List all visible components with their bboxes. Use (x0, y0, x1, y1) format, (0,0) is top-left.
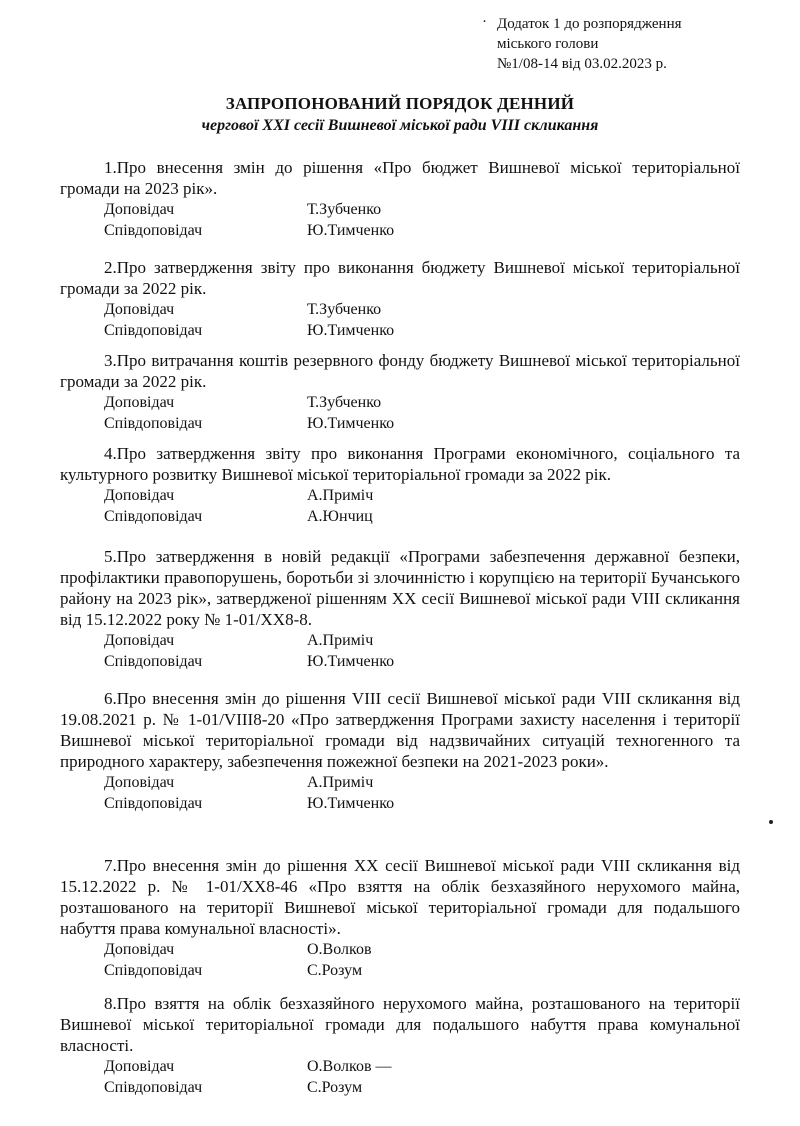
agenda-item-2 (60, 257, 740, 341)
agenda-item-text: 3.Про витрачання коштів резервного фонду бюджету Вишневої міської територіальної громади за 2022 рік. (60, 351, 740, 391)
agenda-item-3 (60, 350, 740, 434)
agenda-item-text: 2.Про затвердження звіту про виконання бюджету Вишневої міської територіальної громади за 2022 рік. (60, 258, 740, 298)
appendix-line-2: міського голови (497, 36, 599, 52)
speaker-role: Доповідач (104, 301, 175, 318)
speaker-name: О.Волков (307, 941, 372, 958)
speaker-role: Доповідач (104, 201, 175, 218)
co-speaker-name: С.Розум (307, 962, 363, 979)
co-speaker-role: Співдоповідач (104, 795, 203, 812)
speaker-name: О.Волков — (307, 1058, 392, 1075)
speaker-name: А.Приміч (307, 774, 374, 791)
agenda-item-text: 8.Про взяття на облік безхазяйного нерухомого майна, розташованого на території Вишневої міської територіальної громади для подальшого набуття права комунальної власності. (60, 994, 740, 1055)
co-speaker-name: Ю.Тимченко (307, 795, 395, 812)
agenda-item-text: 5.Про затвердження в новій редакції «Програми забезпечення державної безпеки, профілактики правопорушень, боротьби зі злочинністю і корупцією на території Бучанського району на 2023 рік», затвердженої рішенням XX сесії Вишневої міської ради VIII скликання від 15.12.2022 року № 1-01/XX8-8. (60, 547, 740, 629)
agenda-item-1 (60, 157, 740, 241)
co-speaker-name: Ю.Тимченко (307, 415, 395, 432)
appendix-line-3: №1/08-14 від 03.02.2023 р. (497, 56, 667, 72)
co-speaker-role: Співдоповідач (104, 962, 203, 979)
co-speaker-role: Співдоповідач (104, 322, 203, 339)
speaker-name: Т.Зубченко (307, 201, 382, 218)
header-bullet: · (482, 14, 487, 30)
speaker-role: Доповідач (104, 941, 175, 958)
scan-dot-mark (769, 820, 773, 824)
agenda-item-text: 7.Про внесення змін до рішення XX сесії Вишневої міської ради VIII скликання від 15.12.2022 р. № 1-01/XX8-46 «Про взяття на облік безхазяйного нерухомого майна, розташованого на території Вишневої міської територіальної громади для подальшого набуття права комунальної власності». (60, 856, 740, 938)
speaker-name: А.Приміч (307, 487, 374, 504)
agenda-item-text: 4.Про затвердження звіту про виконання Програми економічного, соціального та культурного розвитку Вишневої міської територіальної громади за 2022 рік. (60, 444, 740, 484)
title-main: ЗАПРОПОНОВАНИЙ ПОРЯДОК ДЕННИЙ (225, 94, 575, 113)
co-speaker-name: С.Розум (307, 1079, 363, 1096)
appendix-line-1: Додаток 1 до розпорядження (497, 16, 682, 32)
co-speaker-name: А.Юнчиц (307, 508, 373, 525)
agenda-item-4 (60, 443, 740, 527)
speaker-name: А.Приміч (307, 632, 374, 649)
speaker-role: Доповідач (104, 774, 175, 791)
co-speaker-role: Співдоповідач (104, 1079, 203, 1096)
agenda-item-text: 6.Про внесення змін до рішення VIII сесії Вишневої міської ради VIII скликання від 19.08.2021 р. № 1-01/VIII8-20 «Про затвердження Програми захисту населення і території Вишневої міської територіальної громади від надзвичайних ситуацій техногенного та природного характеру, забезпечення пожежної безпеки на 2021-2023 роки». (60, 689, 740, 771)
document-title (100, 93, 700, 137)
co-speaker-role: Співдоповідач (104, 653, 203, 670)
speaker-role: Доповідач (104, 632, 175, 649)
co-speaker-role: Співдоповідач (104, 222, 203, 239)
agenda-item-6 (60, 688, 740, 814)
co-speaker-name: Ю.Тимченко (307, 322, 395, 339)
agenda-item-5 (60, 546, 740, 672)
speaker-name: Т.Зубченко (307, 394, 382, 411)
agenda-item-7 (60, 855, 740, 981)
title-sub: чергової XXI сесії Вишневої міської ради VIII скликання (201, 117, 599, 134)
co-speaker-role: Співдоповідач (104, 508, 203, 525)
speaker-role: Доповідач (104, 394, 175, 411)
agenda-item-8 (60, 993, 740, 1098)
appendix-header (497, 14, 777, 74)
speaker-role: Доповідач (104, 487, 175, 504)
agenda-item-text: 1.Про внесення змін до рішення «Про бюджет Вишневої міської територіальної громади на 2023 рік». (60, 158, 740, 198)
co-speaker-name: Ю.Тимченко (307, 222, 395, 239)
co-speaker-name: Ю.Тимченко (307, 653, 395, 670)
speaker-role: Доповідач (104, 1058, 175, 1075)
speaker-name: Т.Зубченко (307, 301, 382, 318)
co-speaker-role: Співдоповідач (104, 415, 203, 432)
